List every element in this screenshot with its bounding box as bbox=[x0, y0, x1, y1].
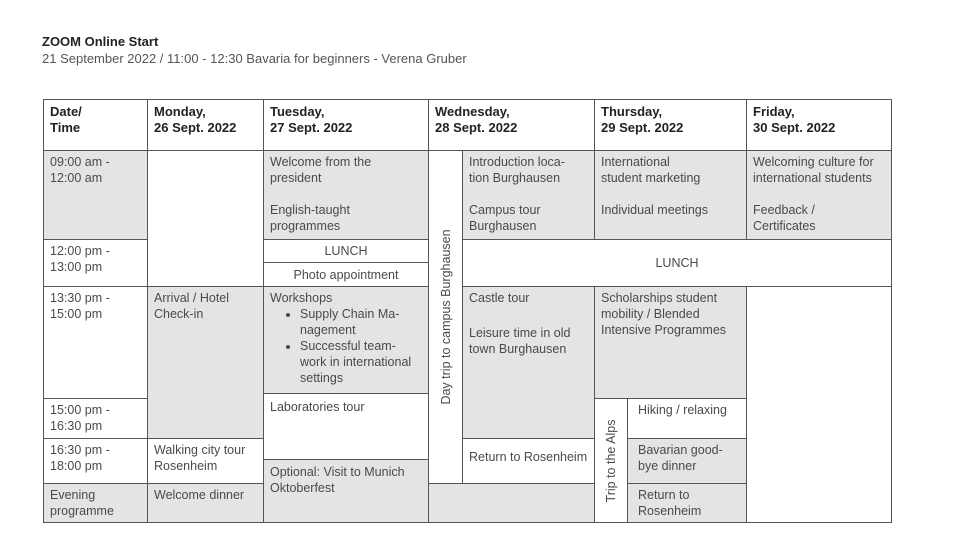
header-line: Friday, bbox=[753, 104, 795, 119]
header-line: Time bbox=[50, 120, 81, 135]
wednesday-evening-empty bbox=[428, 483, 595, 523]
header-line: 29 Sept. 2022 bbox=[601, 120, 684, 135]
event-line: settings bbox=[300, 371, 344, 385]
thursday-marketing bbox=[594, 150, 747, 240]
event-line: Welcome from the bbox=[270, 155, 372, 169]
event-line: Photo appointment bbox=[293, 268, 399, 282]
event-line: Return to Rosenheim bbox=[469, 450, 588, 464]
event-line: Return to bbox=[638, 488, 690, 502]
event-line: student marketing bbox=[601, 171, 701, 185]
header-monday bbox=[147, 99, 264, 151]
spacer bbox=[753, 186, 885, 202]
monday-arrival bbox=[147, 286, 264, 439]
time-slot-noon bbox=[43, 239, 148, 287]
event-line: tion Burghausen bbox=[469, 171, 561, 185]
event-line: LUNCH bbox=[324, 244, 368, 258]
event-line: Scholarships student bbox=[601, 291, 718, 305]
event-line: nagement bbox=[300, 323, 356, 337]
event-line: mobility / Blended bbox=[601, 307, 700, 321]
tuesday-welcome bbox=[263, 150, 429, 240]
thursday-goodbye-dinner bbox=[627, 438, 747, 484]
event-line: LUNCH bbox=[655, 256, 699, 270]
event-line: Rosenheim bbox=[638, 504, 702, 518]
friday-welcoming-culture bbox=[746, 150, 892, 240]
workshop-list bbox=[270, 306, 422, 386]
time-line: 09:00 am - bbox=[50, 155, 110, 169]
thursday-return bbox=[627, 483, 747, 523]
event-line: bye dinner bbox=[638, 459, 697, 473]
monday-walking-tour bbox=[147, 438, 264, 484]
event-line: international students bbox=[753, 171, 872, 185]
page-subtitle: 21 September 2022 / 11:00 - 12:30 Bavaria for beginners - Verena Gruber bbox=[42, 51, 467, 66]
header-wednesday bbox=[428, 99, 595, 151]
event-line: Intensive Programmes bbox=[601, 323, 727, 337]
event-line: Leisure time in old bbox=[469, 326, 571, 340]
header-line: 26 Sept. 2022 bbox=[154, 120, 237, 135]
thursday-scholarships bbox=[594, 286, 747, 399]
event-line: Workshops bbox=[270, 291, 333, 305]
tuesday-photo bbox=[263, 262, 429, 287]
event-line: Check-in bbox=[154, 307, 204, 321]
event-line: Laboratories tour bbox=[270, 400, 365, 414]
header-line: Thursday, bbox=[601, 104, 663, 119]
tuesday-oktoberfest bbox=[263, 459, 429, 523]
event-line: Feedback / bbox=[753, 203, 815, 217]
event-line: Trip to the Alps bbox=[604, 419, 618, 502]
event-line: town Burghausen bbox=[469, 342, 567, 356]
time-line: 12:00 am bbox=[50, 171, 103, 185]
event-line: Arrival / Hotel bbox=[154, 291, 230, 305]
time-line: 16:30 pm bbox=[50, 419, 103, 433]
event-line: English-taught bbox=[270, 203, 350, 217]
event-line: Rosenheim bbox=[154, 459, 218, 473]
event-line: programmes bbox=[270, 219, 341, 233]
time-line: 15:00 pm - bbox=[50, 403, 110, 417]
tuesday-workshops bbox=[263, 286, 429, 394]
time-line: Evening bbox=[50, 488, 96, 502]
time-line: 13:00 pm bbox=[50, 260, 103, 274]
event-line: • Supply Chain Ma- bbox=[300, 307, 400, 321]
event-line: Welcoming culture for bbox=[753, 155, 874, 169]
event-line: Certificates bbox=[753, 219, 816, 233]
tuesday-lunch bbox=[263, 239, 429, 263]
spacer bbox=[270, 186, 422, 202]
header-date-time bbox=[43, 99, 148, 151]
time-slot-late-afternoon bbox=[43, 438, 148, 484]
time-line: 16:30 pm - bbox=[50, 443, 110, 457]
event-line: Introduction loca- bbox=[469, 155, 565, 169]
workshop-item bbox=[300, 338, 422, 386]
event-line: Hiking / relaxing bbox=[638, 403, 727, 417]
event-line: • Successful team- bbox=[300, 339, 396, 353]
lunch-wed-fri bbox=[462, 239, 892, 287]
spacer bbox=[601, 186, 740, 202]
event-line: Burghausen bbox=[469, 219, 537, 233]
event-line: Day trip to campus Burghausen bbox=[438, 229, 453, 405]
time-slot-evening bbox=[43, 483, 148, 523]
spacer bbox=[469, 306, 588, 322]
header-friday bbox=[746, 99, 892, 151]
spacer bbox=[469, 186, 588, 202]
event-line: International bbox=[601, 155, 670, 169]
time-line: 13:30 pm - bbox=[50, 291, 110, 305]
time-line: 18:00 pm bbox=[50, 459, 103, 473]
thursday-hiking bbox=[627, 398, 747, 439]
wednesday-introduction bbox=[462, 150, 595, 240]
header-line: Date/ bbox=[50, 104, 82, 119]
time-slot-early-afternoon bbox=[43, 286, 148, 399]
wednesday-castle-tour bbox=[462, 286, 595, 439]
header-line: Monday, bbox=[154, 104, 206, 119]
event-line: Bavarian good- bbox=[638, 443, 723, 457]
header-line: Wednesday, bbox=[435, 104, 510, 119]
wednesday-day-trip-banner bbox=[428, 150, 463, 484]
time-slot-afternoon bbox=[43, 398, 148, 439]
tuesday-labs-tour bbox=[263, 393, 429, 460]
page-title: ZOOM Online Start bbox=[42, 34, 159, 49]
event-line: Individual meetings bbox=[601, 203, 709, 217]
monday-morning-empty bbox=[147, 150, 264, 287]
event-line: Campus tour bbox=[469, 203, 541, 217]
time-line: 12:00 pm - bbox=[50, 244, 110, 258]
event-line: Walking city tour bbox=[154, 443, 246, 457]
monday-welcome-dinner bbox=[147, 483, 264, 523]
header-tuesday bbox=[263, 99, 429, 151]
thursday-alps-banner bbox=[594, 398, 628, 523]
time-line: programme bbox=[50, 504, 114, 518]
header-line: 27 Sept. 2022 bbox=[270, 120, 353, 135]
time-slot-morning bbox=[43, 150, 148, 240]
event-line: Castle tour bbox=[469, 291, 530, 305]
event-line: Optional: Visit to Munich bbox=[270, 465, 405, 479]
header-thursday bbox=[594, 99, 747, 151]
event-line: president bbox=[270, 171, 322, 185]
friday-afternoon-empty bbox=[746, 286, 892, 523]
header-line: Tuesday, bbox=[270, 104, 325, 119]
wednesday-return bbox=[462, 438, 595, 484]
event-line: Welcome dinner bbox=[154, 488, 245, 502]
event-line: Oktoberfest bbox=[270, 481, 335, 495]
time-line: 15:00 pm bbox=[50, 307, 103, 321]
header-line: 30 Sept. 2022 bbox=[753, 120, 836, 135]
event-line: work in international bbox=[300, 355, 412, 369]
header-line: 28 Sept. 2022 bbox=[435, 120, 518, 135]
workshop-item bbox=[300, 306, 422, 338]
